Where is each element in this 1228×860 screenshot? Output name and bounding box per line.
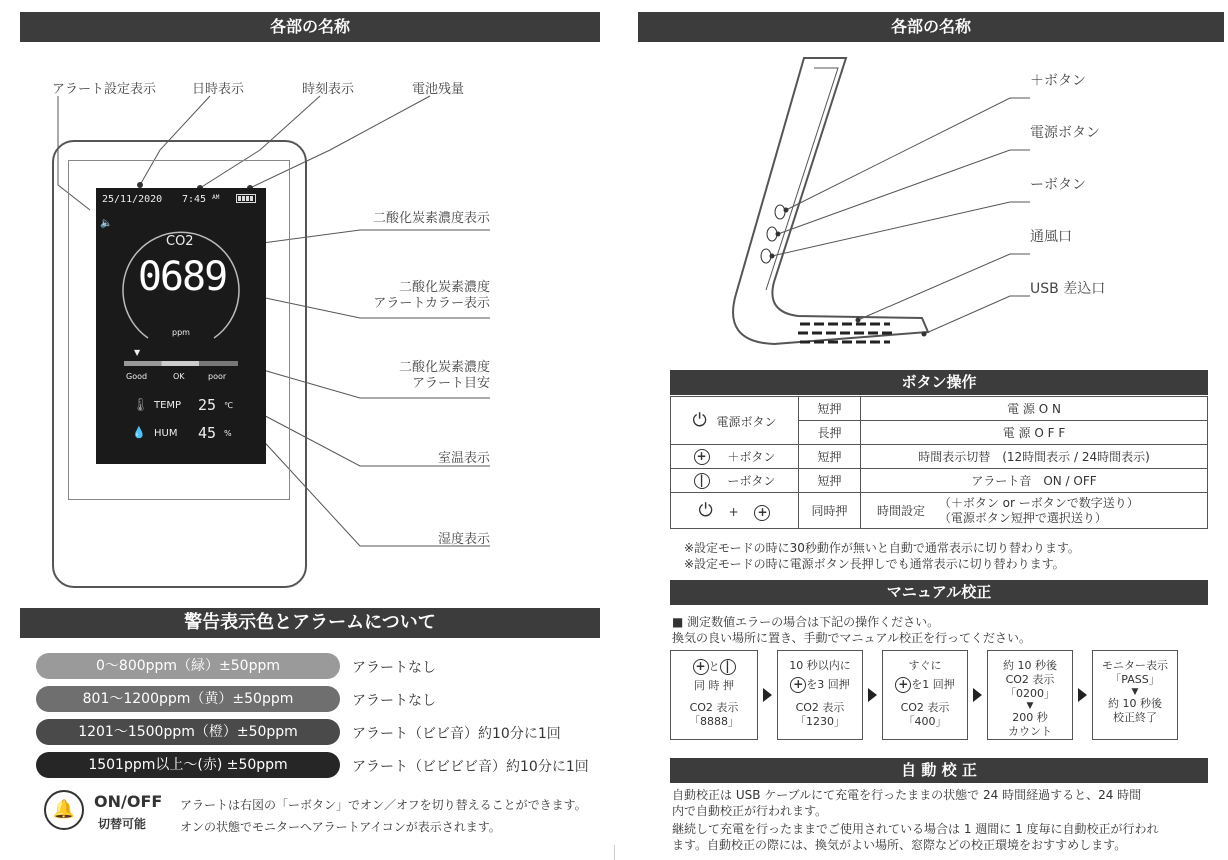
- combo-plus-icon: +: [754, 505, 770, 521]
- leader-plus: [786, 98, 1030, 210]
- ops-minus-name: ーボタン: [727, 473, 776, 488]
- ops-minus-press: 短押: [799, 469, 861, 493]
- step1-minus-icon: |: [720, 659, 736, 675]
- screen-hum-unit: %: [224, 429, 232, 438]
- leader-vent: [858, 254, 1030, 320]
- step-2-press-wrap: [778, 677, 862, 693]
- auto-line-3: 継続して充電を行ったままでご使用されている場合は 1 週間に 1 度毎に自動校正が行われ: [672, 822, 1159, 836]
- screen-date: 25/11/2020: [102, 194, 163, 205]
- dot-power: [776, 232, 781, 237]
- label-plus-button: ＋ボタン: [1030, 73, 1086, 89]
- ops-combo-press: 同時押: [799, 493, 861, 529]
- ops-row-plus: [671, 445, 1208, 469]
- screen-ppm: ppm: [172, 328, 190, 337]
- step-1-co2: CO2 表示: [689, 701, 739, 714]
- step-3-co2: CO2 表示: [900, 701, 950, 714]
- step-4-top: 約 10 秒後: [1003, 659, 1057, 672]
- scale-ok: OK: [173, 372, 185, 381]
- manual-header: マニュアル校正: [670, 580, 1208, 605]
- down-arrow-icon-2: ▼: [1131, 687, 1139, 697]
- ops-plus-name: ＋ボタン: [727, 449, 776, 464]
- right-header: 各部の名称: [638, 12, 1224, 42]
- plus-icon: +: [694, 449, 710, 465]
- alarm-desc: アラート（ビビ音）約10分に1回: [352, 726, 561, 742]
- thermometer-icon: 🌡: [132, 398, 149, 413]
- label-battery: 電池残量: [412, 82, 465, 97]
- alarm-header: 警告表示色とアラームについて: [20, 608, 600, 638]
- label-temp-display: 室温表示: [437, 451, 490, 466]
- alarm-range-pill: 0～800ppm（緑）±50ppm: [36, 653, 340, 679]
- step-1-value: 「8888」: [689, 715, 739, 728]
- ops-power-name: 電源ボタン: [716, 415, 777, 429]
- scale-marker-icon: ▼: [134, 348, 141, 357]
- ops-combo-desc: [939, 496, 1139, 526]
- label-co2-guide-line1: 二酸化炭素濃度: [398, 360, 490, 375]
- step-1-and: と: [708, 660, 720, 673]
- step-2: [777, 650, 863, 740]
- ops-minus-desc: アラート音 ON / OFF: [861, 469, 1208, 493]
- auto-line-2: 内で自動校正が行われます。: [672, 804, 828, 818]
- ops-combo-desc2: （電源ボタン短押で選択送り）: [938, 510, 1107, 525]
- right-leader-lines: [620, 0, 1228, 370]
- step2-plus-icon: +: [790, 677, 806, 693]
- step-arrow-3: [973, 688, 982, 702]
- step-1: [670, 650, 758, 740]
- alarm-desc: アラートなし: [352, 660, 436, 676]
- step-3-press-wrap: [883, 677, 967, 693]
- dot-minus: [770, 254, 775, 259]
- label-time: 時刻表示: [302, 82, 355, 97]
- step-arrow-1: [763, 688, 772, 702]
- step-4-count2: カウント: [1008, 725, 1052, 738]
- label-co2-display: 二酸化炭素濃度表示: [372, 211, 490, 226]
- screen-time: [182, 194, 219, 205]
- ops-plus-cell: [671, 445, 799, 469]
- step-5: [1092, 650, 1178, 740]
- ops-combo-desc1: （＋ボタン or ーボタンで数字送り）: [938, 495, 1139, 510]
- alarm-range-pill: 1201～1500ppm（橙）±50ppm: [36, 719, 340, 745]
- onoff-line2: オンの状態でモニターへアラートアイコンが表示されます。: [180, 820, 501, 834]
- step-2-value: 「1230」: [795, 715, 845, 728]
- step-2-co2: CO2 表示: [795, 701, 845, 714]
- ops-power-short-desc: 電 源 O N: [861, 397, 1208, 421]
- alert-speaker-icon: 🔈: [100, 218, 113, 229]
- label-co2-guide-line2: アラート目安: [411, 376, 490, 391]
- down-arrow-icon: ▼: [1026, 701, 1034, 711]
- combo-power-icon: ⏻: [698, 500, 713, 521]
- ops-minus-cell: [671, 469, 799, 493]
- screen-co2-label: CO2: [166, 234, 194, 249]
- battery-icon: [236, 194, 256, 203]
- step-4: [987, 650, 1073, 740]
- screen-temp-value: 25: [198, 396, 217, 414]
- step-5-value: 「PASS」: [1110, 673, 1160, 686]
- ops-power-long-desc: 電 源 O F F: [861, 421, 1208, 445]
- ops-row-power-short: [671, 397, 1208, 421]
- label-hum-display: 湿度表示: [437, 532, 490, 547]
- droplet-icon: 💧: [132, 426, 146, 439]
- auto-line-4: ます。自動校正の際には、換気がよい場所、窓際などの校正環境をおすすめします。: [672, 838, 1127, 852]
- auto-header: 自 動 校 正: [670, 758, 1208, 783]
- label-co2-color-line1: 二酸化炭素濃度: [398, 280, 490, 295]
- alarm-desc: アラートなし: [352, 693, 436, 709]
- screen-co2-value: 0689: [137, 254, 227, 300]
- alarm-range-pill: 801～1200ppm（黄）±50ppm: [36, 686, 340, 712]
- step-1-buttons: [671, 659, 757, 675]
- step-3-value: 「400」: [903, 715, 947, 728]
- step-2-press: を3 回押: [806, 678, 850, 691]
- ops-plus-desc: 時間表示切替 (12時間表示 / 24時間表示): [861, 445, 1208, 469]
- step1-plus-icon: +: [693, 659, 709, 675]
- label-usb: USB 差込口: [1030, 281, 1106, 297]
- ops-power-long: 長押: [799, 421, 861, 445]
- scale-good: Good: [126, 372, 148, 381]
- ops-power-short: 短押: [799, 397, 861, 421]
- note-2: ※設定モードの時に電源ボタン長押しでも通常表示に切り替わります。: [684, 557, 1065, 571]
- ops-header: ボタン操作: [670, 370, 1208, 395]
- screen-temp-label: TEMP: [154, 400, 182, 411]
- leader-minus: [772, 202, 1030, 256]
- label-co2-color-line2: アラートカラー表示: [373, 296, 490, 311]
- step-5-after: 約 10 秒後: [1108, 697, 1162, 710]
- leader-usb: [924, 296, 1030, 334]
- screen-ampm: AM: [212, 194, 220, 201]
- manual-intro-1: ■ 測定数値エラーの場合は下記の操作ください。: [672, 615, 940, 629]
- auto-line-1: 自動校正は USB ケーブルにて充電を行ったままの状態で 24 時間経過すると、24 時間: [672, 788, 1142, 802]
- device-screen: [96, 188, 266, 464]
- ops-combo-desc-cell: [861, 493, 1208, 529]
- manual-intro-2: 換気の良い場所に置き、手動でマニュアル校正を行ってください。: [672, 631, 1032, 645]
- note-1: ※設定モードの時に30秒動作が無いと自動で通常表示に切り替わります。: [684, 541, 1080, 555]
- button-ops-table: [670, 396, 1208, 529]
- step-arrow-4: [1078, 688, 1087, 702]
- dot-vent: [856, 318, 861, 323]
- step-4-value: 「0200」: [1005, 687, 1055, 700]
- left-header: 各部の名称: [20, 12, 600, 42]
- label-alert-setting: アラート設定表示: [52, 82, 157, 97]
- step-1-press: 同 時 押: [694, 679, 734, 692]
- label-date: 日時表示: [192, 82, 245, 97]
- label-power-button: 電源ボタン: [1030, 125, 1100, 141]
- co2-scale-bar: [124, 361, 238, 366]
- ops-combo-plus: +: [728, 505, 739, 519]
- onoff-title: ON/OFF: [94, 792, 163, 811]
- ops-row-minus: [671, 469, 1208, 493]
- step-3-top: すぐに: [908, 659, 942, 672]
- step-2-top: 10 秒以内に: [789, 659, 851, 672]
- ops-power-cell: [671, 397, 799, 445]
- ops-combo-label: 時間設定: [877, 504, 926, 518]
- screen-temp-unit: ℃: [224, 401, 233, 410]
- alarm-bell-icon: 🔔: [44, 790, 84, 830]
- page-divider: [614, 845, 615, 860]
- step3-plus-icon: +: [895, 677, 911, 693]
- screen-hum-label: HUM: [154, 428, 178, 439]
- alarm-desc: アラート（ビビビビ音）約10分に1回: [352, 759, 589, 775]
- leader-power: [778, 150, 1030, 234]
- onoff-subtitle: 切替可能: [98, 817, 147, 831]
- step-5-top: モニター表示: [1102, 659, 1168, 672]
- label-minus-button: ーボタン: [1030, 177, 1086, 193]
- onoff-line1: アラートは右図の「ーボタン」でオン／オフを切り替えることができます。: [180, 798, 587, 812]
- step-arrow-2: [868, 688, 877, 702]
- screen-hum-value: 45: [198, 424, 217, 442]
- minus-icon: |: [694, 473, 710, 489]
- dot-usb: [922, 332, 927, 337]
- step-3-press: を1 回押: [911, 678, 955, 691]
- ops-combo-cell: [671, 493, 799, 529]
- step-3: [882, 650, 968, 740]
- power-icon: ⏻: [692, 410, 707, 431]
- step-5-end: 校正終了: [1113, 711, 1157, 724]
- ops-plus-press: 短押: [799, 445, 861, 469]
- alarm-range-pill: 1501ppm以上～(赤) ±50ppm: [36, 752, 340, 778]
- scale-poor: poor: [208, 372, 227, 381]
- label-vent: 通風口: [1030, 229, 1072, 245]
- step-4-co2: CO2 表示: [1005, 673, 1055, 686]
- screen-time-value: 7:45: [182, 194, 207, 205]
- dot-plus: [784, 208, 789, 213]
- ops-row-combo: [671, 493, 1208, 529]
- step-4-count: 200 秒: [1012, 711, 1048, 724]
